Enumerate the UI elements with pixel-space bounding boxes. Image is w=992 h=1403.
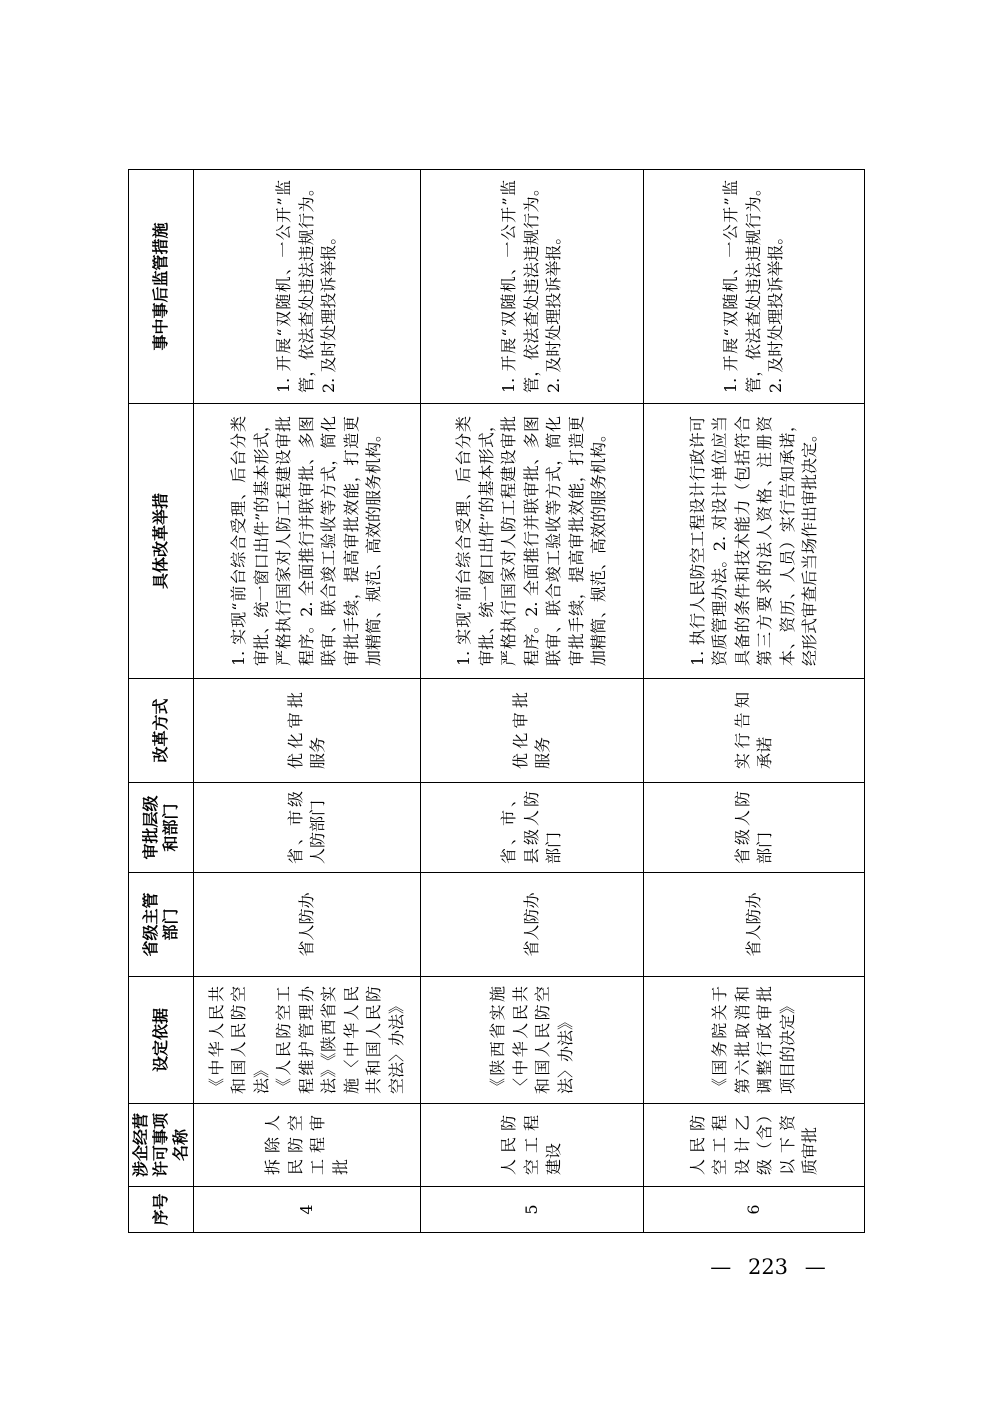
cell-reform-measures: 1. 实现“前台综合受理、后台分类审批、统一窗口出件”的基本形式，严格执行国家对人防工程建设审批程序。2. 全面推行并联审批、多图联审、联合竣工验收等方式，简化审批手续，提高审批效能，打造更加精简、规范、高效的服务机构。	[421, 404, 644, 679]
table-row	[644, 170, 865, 1233]
header-legal-basis	[129, 977, 194, 1104]
header-reform-method-label: 改革方式	[151, 698, 170, 763]
cell-item-name: 拆除人民防空工程审批	[194, 1104, 421, 1187]
header-reform-measures	[129, 404, 194, 679]
cell-reform-method: 优化审批服务	[194, 679, 421, 783]
header-approval-level	[129, 783, 194, 873]
cell-item-name: 人民防空工程建设	[421, 1104, 644, 1187]
cell-reform-measures: 1. 实现“前台综合受理、后台分类审批、统一窗口出件”的基本形式，严格执行国家对人防工程建设审批程序。2. 全面推行并联审批、多图联审、联合竣工验收等方式，简化审批手续，提高审批效能，打造更加精简、规范、高效的服务机构。	[194, 404, 421, 679]
cell-approval-level: 省、市级人防部门	[194, 783, 421, 873]
header-seq	[129, 1187, 194, 1233]
cell-provincial-dept: 省人防办	[421, 873, 644, 977]
cell-supervision: 1. 开展“双随机、一公开”监管，依法查处违法违规行为。2. 及时处理投诉举报。	[644, 170, 865, 404]
header-legal-basis-label: 设定依据	[151, 1008, 170, 1073]
cell-seq: 6	[644, 1187, 865, 1233]
cell-reform-measures: 1. 执行人民防空工程设计行政许可资质管理办法。2. 对设计单位应当具备的条件和技术能力（包括符合第三方要求的法人资格、注册资本、资历、人员）实行告知承诺，经形式审查后当场作出审批决定。	[644, 404, 865, 679]
cell-legal-basis: 《陕西省实施〈中华人民共和国人民防空法〉办法》	[421, 977, 644, 1104]
header-provincial-dept	[129, 873, 194, 977]
cell-provincial-dept: 省人防办	[194, 873, 421, 977]
table-row	[421, 170, 644, 1233]
header-seq-label: 序号	[151, 1193, 170, 1226]
header-reform-measures-label: 具体改革举措	[151, 493, 170, 590]
cell-supervision: 1. 开展“双随机、一公开”监管，依法查处违法违规行为。2. 及时处理投诉举报。	[421, 170, 644, 404]
cell-approval-level: 省级人防部门	[644, 783, 865, 873]
header-supervision-label: 事中事后监管措施	[151, 222, 170, 351]
header-approval-level-label: 审批层级和部门	[141, 795, 180, 860]
table-header-row	[129, 170, 194, 1233]
header-reform-method	[129, 679, 194, 783]
header-item-name-label: 涉企经营许可事项名称	[131, 1113, 190, 1178]
cell-provincial-dept: 省人防办	[644, 873, 865, 977]
cell-reform-method: 优化审批服务	[421, 679, 644, 783]
cell-approval-level: 省、市、县级人防部门	[421, 783, 644, 873]
cell-item-name: 人民防空工程设计乙级（含）以下资质审批	[644, 1104, 865, 1187]
header-supervision	[129, 170, 194, 404]
cell-legal-basis: 《国务院关于第六批取消和调整行政审批项目的决定》	[644, 977, 865, 1104]
cell-reform-method: 实行告知承诺	[644, 679, 865, 783]
header-provincial-dept-label: 省级主管部门	[141, 892, 180, 957]
cell-supervision: 1. 开展“双随机、一公开”监管，依法查处违法违规行为。2. 及时处理投诉举报。	[194, 170, 421, 404]
permit-reform-table	[128, 169, 865, 1233]
cell-seq: 5	[421, 1187, 644, 1233]
cell-seq: 4	[194, 1187, 421, 1233]
page-number: — 223 —	[710, 1255, 826, 1279]
header-item-name	[129, 1104, 194, 1187]
rotated-table-wrapper	[128, 170, 864, 1233]
cell-legal-basis: 《中华人民共和国人民防空法》 《人民防空工程维护管理办法》《陕西省实施〈中华人民共和国人民防空法〉办法》	[194, 977, 421, 1104]
table-row	[194, 170, 421, 1233]
